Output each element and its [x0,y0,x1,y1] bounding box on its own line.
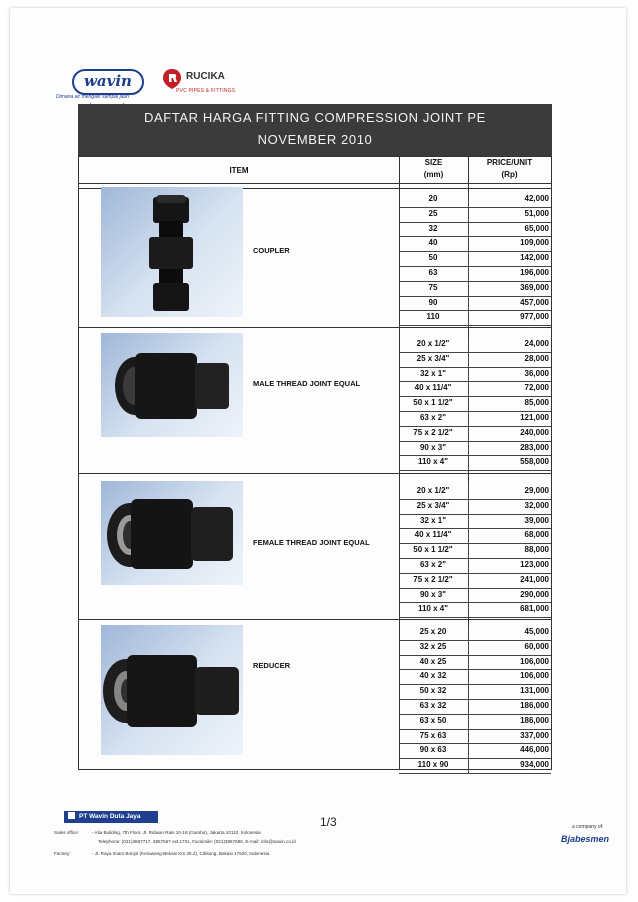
rucika-subtitle: PVC PIPES & FITTINGS [176,88,236,94]
section-male-thread [79,338,551,472]
table-row: 90 x 3" 290,000 [399,589,551,604]
parent-company-logo: Bjabesmen [561,834,610,844]
wavin-tagline: Dimana air mengalir sampai jauh [56,94,130,100]
table-row: 20 x 1/2" 24,000 [399,338,551,353]
table-row: 40 x 32 106,000 [399,670,551,685]
coupler-photo [101,187,243,317]
factory-address: - Jl. Raya Imam Bonjol (Kerawang-Bekasi Km 26.2), Cibitung, Bekasi 17520, Indonesia [92,851,270,856]
table-row: 63 x 32 186,000 [399,700,551,715]
table-row: 63 x 2" 123,000 [399,559,551,574]
price-column-header: PRICE/UNIT [486,158,533,167]
table-row: 25 x 20 45,000 [399,626,551,641]
reducer-rows [399,626,551,774]
price-table [78,156,552,770]
table-row: 20 x 1/2" 29,000 [399,485,551,500]
male-thread-photo [101,333,243,437]
table-row: 75 369,000 [399,282,551,297]
table-row: 63 196,000 [399,267,551,282]
item-column-header: ITEM [229,166,249,175]
product-name: MALE THREAD JOINT EQUAL [253,379,361,388]
female-thread-rows [399,485,551,618]
reducer-photo [101,625,243,755]
document-date: NOVEMBER 2010 [257,132,373,147]
factory-label: Factory: [54,851,71,856]
coupler-rows [399,193,551,326]
section-female-thread [79,485,551,619]
table-row: 63 x 50 186,000 [399,715,551,730]
sales-address: - Alia Building, 7th Floor, Jl. Ridwan Rais 10-18 (Gambir), Jakarta 10110, Indonesia [92,830,261,835]
table-row: 32 65,000 [399,223,551,238]
product-name: FEMALE THREAD JOINT EQUAL [253,538,370,547]
table-row: 32 x 25 60,000 [399,641,551,656]
section-reducer [79,621,551,770]
table-row: 40 x 25 106,000 [399,656,551,671]
table-row: 40 x 11/4" 72,000 [399,382,551,397]
document-title: DAFTAR HARGA FITTING COMPRESSION JOINT PE [144,110,486,125]
size-unit: (mm) [423,170,444,179]
sales-label: Sales office: [54,830,79,835]
table-row: 75 x 63 337,000 [399,730,551,745]
table-row: 90 457,000 [399,297,551,312]
table-row: 110 x 4" 558,000 [399,456,551,471]
table-row: 25 x 3/4" 28,000 [399,353,551,368]
table-row: 110 x 90 934,000 [399,759,551,774]
header-divider [79,183,551,184]
size-column-header: SIZE [424,158,443,167]
table-row: 32 x 1" 36,000 [399,368,551,383]
section-divider [79,473,551,474]
table-row: 75 x 2 1/2" 240,000 [399,427,551,442]
sales-contact: Telephone: (021)3867717, 3857557 ext.1701, Facsimile: (021)3867686, E-mail: info@wavin.co.id [98,839,296,844]
page-number: 1/3 [320,815,337,829]
rucika-brand: RUCIKA [186,71,225,82]
table-row: 63 x 2" 121,000 [399,412,551,427]
table-row: 50 x 1 1/2" 85,000 [399,397,551,412]
table-row: 90 x 3" 283,000 [399,442,551,457]
section-divider [79,327,551,328]
section-divider [79,619,551,620]
square-icon [68,812,75,819]
parent-company-label: a company of: [572,824,604,830]
section-coupler [79,193,551,327]
table-row: 32 x 1" 39,000 [399,515,551,530]
product-name: COUPLER [253,246,290,255]
table-row: 50 x 32 131,000 [399,685,551,700]
male-thread-rows [399,338,551,471]
title-band [78,104,552,156]
company-name: PT Wavin Duta Jaya [79,813,141,820]
product-name: REDUCER [253,661,291,670]
female-thread-photo [101,481,243,585]
table-row: 25 x 3/4" 32,000 [399,500,551,515]
table-row: 110 977,000 [399,311,551,326]
table-row: 40 109,000 [399,237,551,252]
wavin-logo: wavin [72,69,144,95]
price-list-sheet [10,8,626,894]
price-unit: (Rp) [501,170,518,179]
table-row: 50 x 1 1/2" 88,000 [399,544,551,559]
company-badge [64,811,158,823]
table-row: 20 42,000 [399,193,551,208]
table-row: 75 x 2 1/2" 241,000 [399,574,551,589]
table-row: 110 x 4" 681,000 [399,603,551,618]
rucika-logo-icon [162,68,182,90]
table-row: 25 51,000 [399,208,551,223]
table-row: 40 x 11/4" 68,000 [399,529,551,544]
table-row: 90 x 63 446,000 [399,744,551,759]
table-row: 50 142,000 [399,252,551,267]
